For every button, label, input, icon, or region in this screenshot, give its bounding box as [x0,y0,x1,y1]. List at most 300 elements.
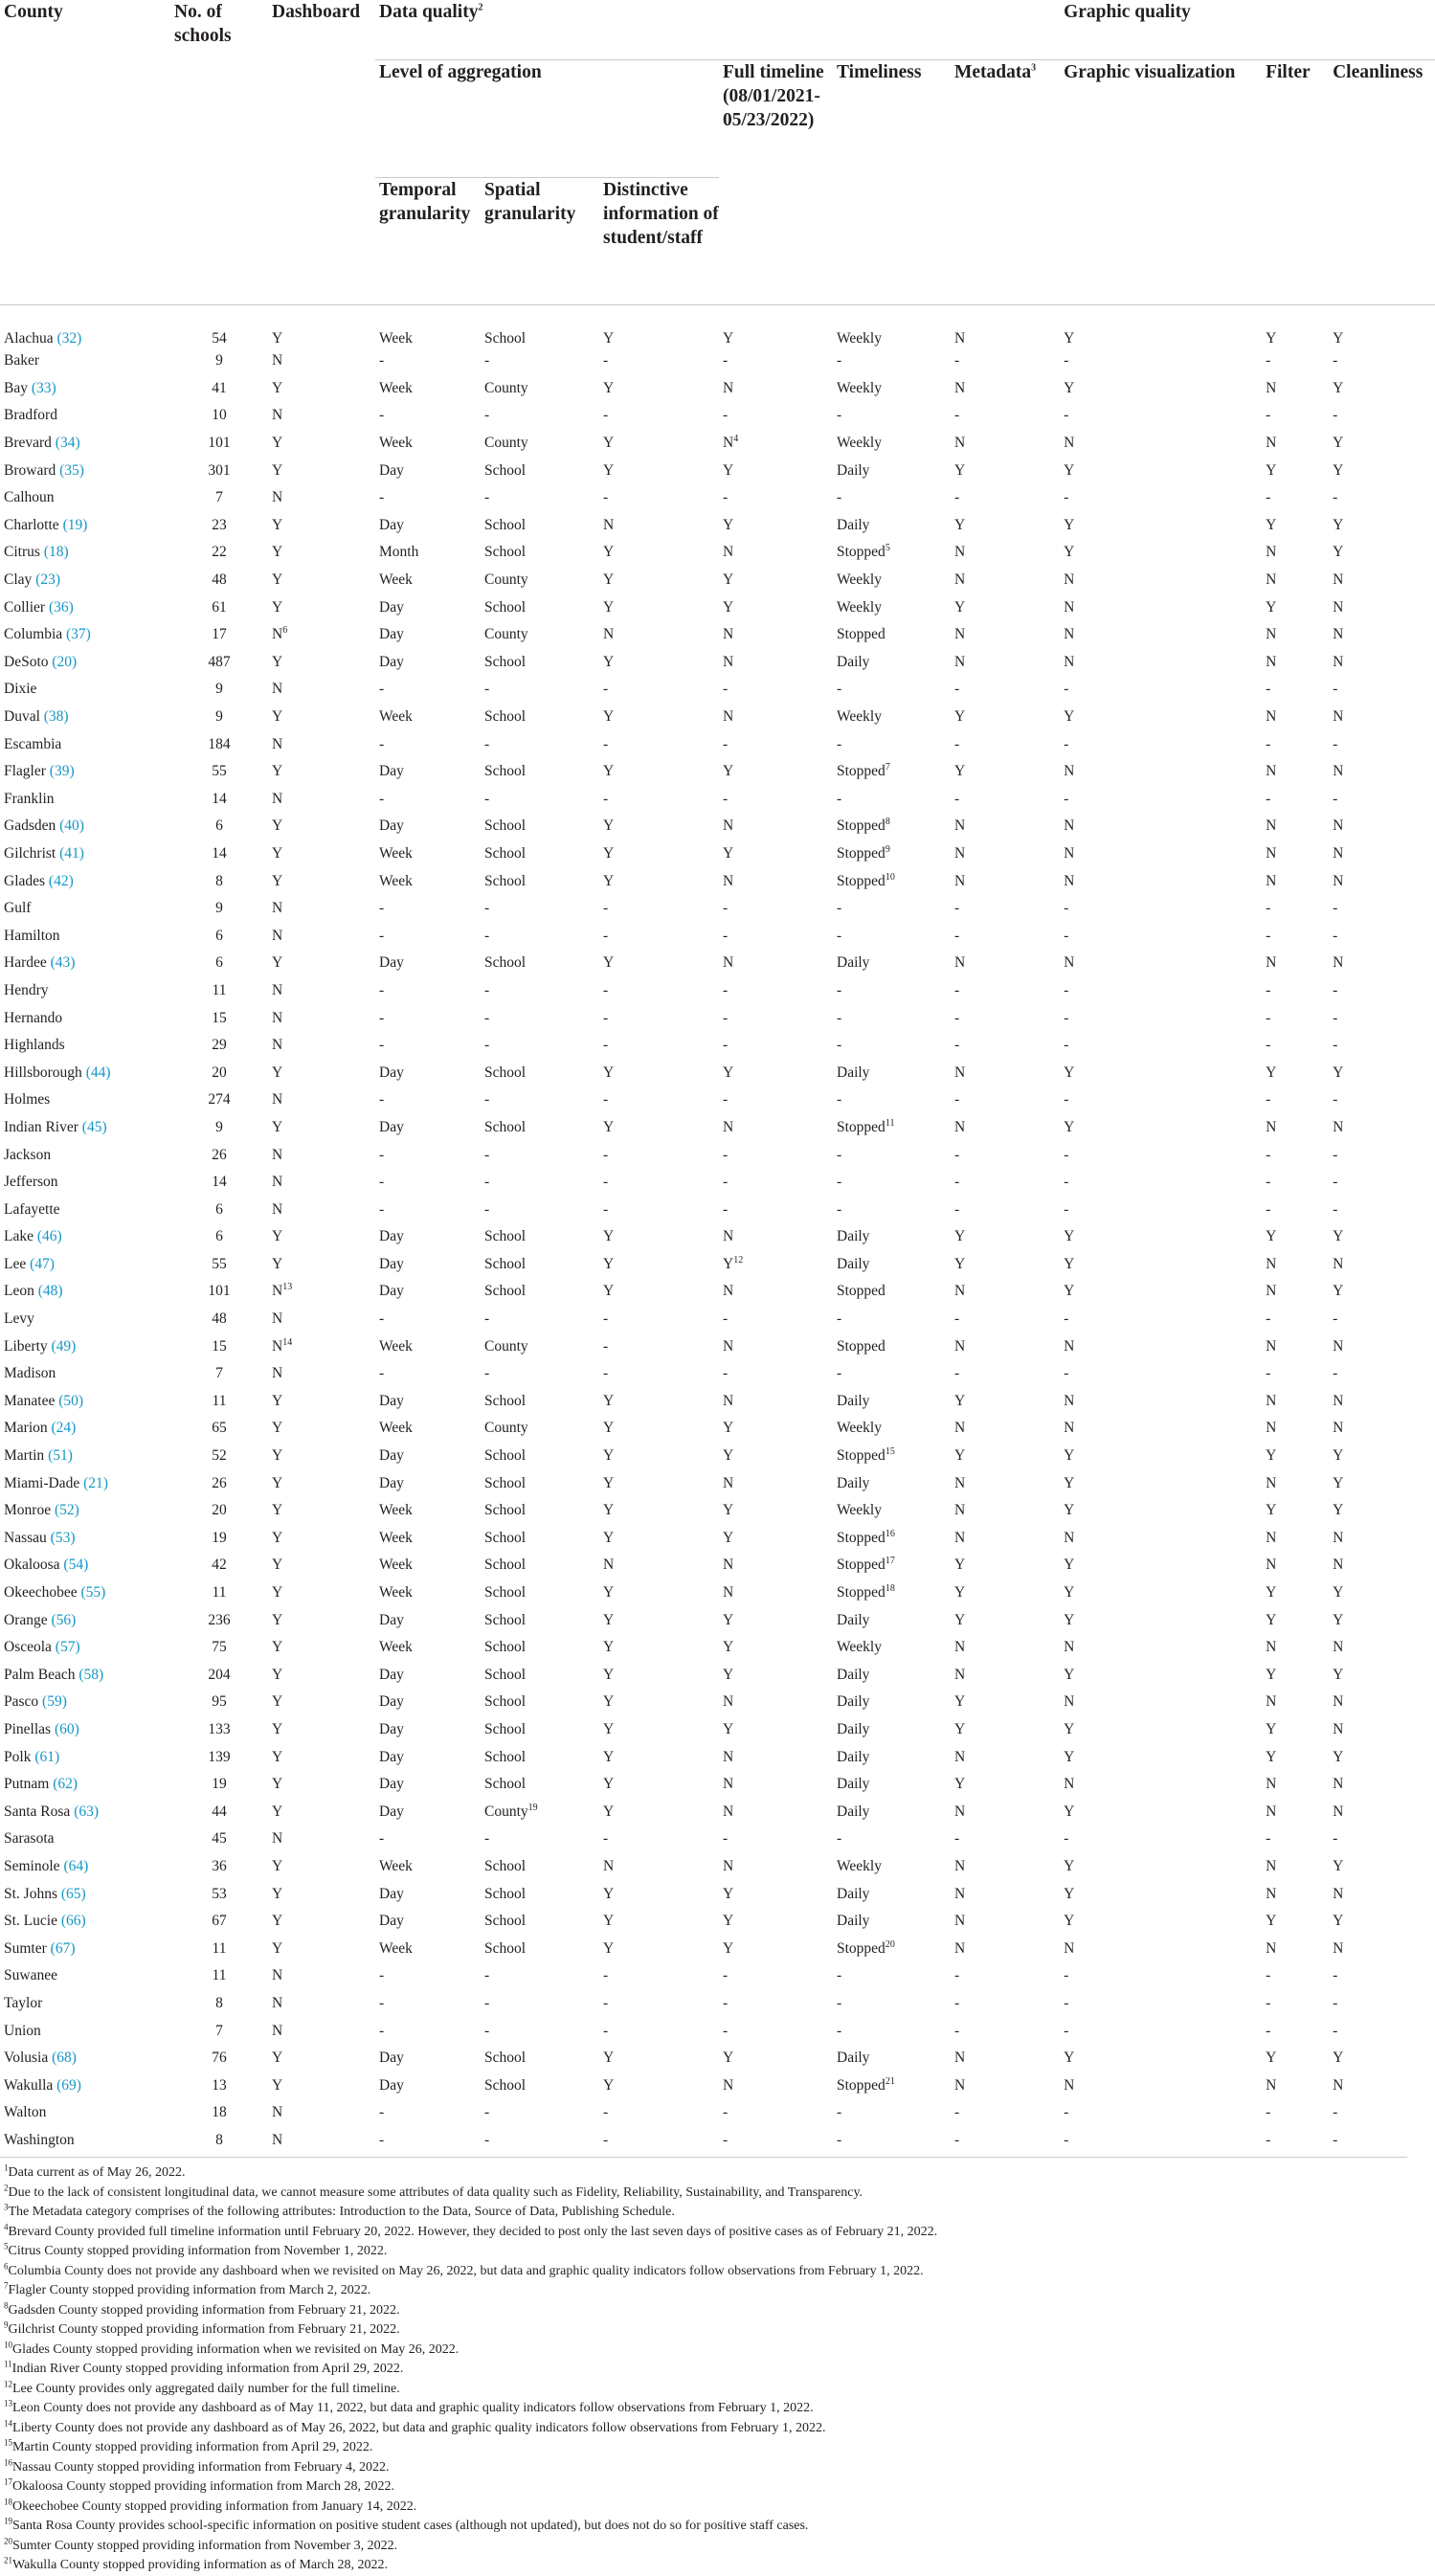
spatial-value: - [484,981,490,998]
cell-spatial-granularity [481,1990,599,2018]
cell-county [0,1990,170,2018]
table-row [0,402,1435,430]
timeliness-footnote: 18 [885,1582,895,1594]
cell-timeliness [833,758,951,786]
cell-cleanliness: - [1333,735,1338,752]
cell-temporal-granularity: Day [379,818,404,835]
cell-dashboard [268,1525,375,1553]
cell-filter: Y [1266,1447,1277,1465]
county-name: Franklin [4,790,55,807]
cell-temporal-granularity: Day [379,1720,404,1737]
cell-filter: N [1266,1255,1277,1272]
dashboard-value: Y [272,1228,283,1245]
cell-county [0,1278,170,1306]
cell-graphic-visualization: N [1064,598,1075,616]
county-name: Pinellas [4,1720,52,1737]
cell-spatial-granularity [481,1908,599,1936]
cell-temporal-granularity: Day [379,1447,404,1465]
cell-distinctive-information: - [603,1009,609,1026]
cell-temporal-granularity: - [379,2104,385,2121]
cell-filter: - [1266,352,1271,370]
cell-metadata: - [954,407,960,424]
dashboard-value: Y [272,844,283,862]
spatial-value: School [484,708,527,726]
cell-dashboard [268,950,375,977]
cell-cleanliness: N [1333,1693,1344,1711]
county-name: Alachua [4,330,54,347]
timeliness-value: - [837,2104,842,2121]
county-name: Pasco [4,1693,39,1711]
table-row [0,1935,1435,1962]
cell-spatial-granularity [481,305,599,348]
cell-schools: 26 [212,1146,227,1163]
cell-cleanliness: N [1333,1420,1344,1437]
county-name: Hamilton [4,927,60,944]
footnote-text: Okaloosa County stopped providing information from March 28, 2022. [12,2479,394,2494]
cell-dashboard [268,786,375,814]
cell-full-timeline [719,567,833,594]
cell-graphic-visualization: - [1064,1994,1069,2011]
full-timeline-value: - [723,1994,729,2011]
cell-distinctive-information: Y [603,1803,615,1820]
cell-cleanliness: Y [1333,461,1344,479]
cell-dashboard [268,1962,375,1990]
cell-spatial-granularity [481,786,599,814]
cell-temporal-granularity: - [379,352,385,370]
table-row [0,1579,1435,1607]
cell-county [0,1579,170,1607]
cell-graphic-visualization: Y [1064,1502,1075,1519]
cell-dashboard [268,1306,375,1333]
cell-distinctive-information: Y [603,598,615,616]
cell-dashboard [268,1415,375,1443]
timeliness-value: Weekly [837,379,882,396]
cell-temporal-granularity: Day [379,2050,404,2067]
footnote-text: Sumter County stopped providing information from November 3, 2022. [12,2538,398,2553]
dashboard-value: Y [272,1255,283,1272]
cell-timeliness [833,484,951,512]
cell-graphic-visualization: N [1064,954,1075,972]
dashboard-value: Y [272,1392,283,1409]
table-row [0,2099,1435,2127]
cell-full-timeline [719,1497,833,1525]
cell-filter: - [1266,1146,1271,1163]
cell-distinctive-information: Y [603,571,615,589]
cell-dashboard [268,1716,375,1744]
full-timeline-value: N [723,1392,734,1409]
county-name: Hendry [4,981,49,998]
cell-county [0,1251,170,1279]
cell-graphic-visualization: N [1064,1776,1075,1793]
cell-timeliness [833,1141,951,1169]
table-row [0,786,1435,814]
cell-graphic-visualization: Y [1064,1283,1075,1300]
cell-full-timeline [719,1880,833,1908]
cell-distinctive-information: - [603,1037,609,1054]
cell-full-timeline [719,1388,833,1416]
cell-distinctive-information: Y [603,1693,615,1711]
cell-filter: Y [1266,1748,1277,1765]
footnote-line [4,2537,1401,2557]
cell-temporal-granularity: Day [379,1228,404,1245]
cell-temporal-granularity: - [379,1310,385,1328]
cell-dashboard [268,1059,375,1086]
full-timeline-value: N [723,1337,734,1355]
cell-metadata: N [954,1639,966,1656]
full-timeline-value: - [723,735,729,752]
cell-distinctive-information: Y [603,1283,615,1300]
cell-county [0,1497,170,1525]
cell-timeliness [833,649,951,677]
cell-spatial-granularity [481,1223,599,1251]
cell-graphic-visualization: - [1064,1310,1069,1328]
cell-temporal-granularity: - [379,1830,385,1848]
timeliness-value: Daily [837,653,870,670]
spatial-value: School [484,1913,527,1930]
spatial-value: - [484,489,490,506]
cell-timeliness [833,305,951,348]
cell-full-timeline [719,1552,833,1579]
cell-filter: N [1266,1474,1277,1491]
county-reference-link: (52) [54,1502,79,1519]
cell-metadata: - [954,981,960,998]
cell-full-timeline [719,457,833,484]
cell-cleanliness: Y [1333,2050,1344,2067]
spatial-value: County [484,435,528,452]
cell-filter: N [1266,435,1277,452]
cell-county [0,567,170,594]
cell-graphic-visualization: Y [1064,2050,1075,2067]
timeliness-value: Stopped [837,872,886,889]
county-reference-link: (37) [66,626,91,643]
cell-metadata: - [954,2131,960,2148]
footnote-line [4,2184,1401,2204]
cell-distinctive-information: Y [603,1939,615,1957]
cell-schools: 20 [212,1502,227,1519]
table-row [0,512,1435,540]
cell-schools: 15 [212,1337,227,1355]
cell-temporal-granularity: Week [379,1939,413,1957]
timeliness-value: - [837,681,842,698]
cell-schools: 487 [208,653,231,670]
county-name: Nassau [4,1529,47,1546]
cell-metadata: - [954,1146,960,1163]
timeliness-footnote: 20 [885,1938,895,1950]
spatial-footnote: 19 [527,1802,538,1813]
cell-schools: 55 [212,763,227,780]
cell-schools: 13 [212,2076,227,2094]
cell-schools: 6 [215,927,223,944]
table-row [0,2017,1435,2045]
cell-filter: N [1266,1337,1277,1355]
cell-cleanliness: Y [1333,379,1344,396]
footnote-line [4,2556,1401,2576]
cell-dashboard [268,1469,375,1497]
footnote-text: Gadsden County stopped providing information from February 21, 2022. [8,2302,400,2318]
dashboard-value: N [272,681,283,698]
cell-spatial-granularity [481,1743,599,1771]
cell-full-timeline [719,1826,833,1853]
full-timeline-value: N [723,1557,734,1574]
cell-timeliness [833,1497,951,1525]
cell-distinctive-information: - [603,1830,609,1848]
cell-dashboard [268,484,375,512]
cell-temporal-granularity: Day [379,1803,404,1820]
cell-graphic-visualization: N [1064,626,1075,643]
cell-timeliness [833,922,951,950]
cell-distinctive-information: - [603,927,609,944]
timeliness-footnote: 8 [885,817,890,828]
footnote-text: Glades County stopped providing information when we revisited on May 26, 2022. [12,2341,460,2357]
cell-timeliness [833,1004,951,1032]
cell-temporal-granularity: Day [379,598,404,616]
footnote-text: Nassau County stopped providing information from February 4, 2022. [12,2459,390,2475]
timeliness-value: - [837,1009,842,1026]
cell-spatial-granularity [481,1771,599,1799]
cell-temporal-granularity: - [379,1174,385,1191]
spatial-value: - [484,790,490,807]
cell-graphic-visualization: Y [1064,1720,1075,1737]
cell-schools: 9 [215,900,223,917]
cell-full-timeline [719,1443,833,1470]
timeliness-value: - [837,1200,842,1218]
cell-cleanliness: - [1333,407,1338,424]
cell-full-timeline [719,730,833,758]
full-timeline-value: N [723,653,734,670]
cell-temporal-granularity: - [379,1967,385,1984]
cell-cleanliness: - [1333,1830,1338,1848]
cell-full-timeline [719,1634,833,1662]
cell-spatial-granularity [481,1469,599,1497]
timeliness-value: - [837,927,842,944]
cell-spatial-granularity [481,1497,599,1525]
spatial-value: School [484,763,527,780]
full-timeline-value: Y [723,1939,734,1957]
cell-temporal-granularity: Day [379,461,404,479]
cell-filter: N [1266,1693,1277,1711]
header-level-of-aggregation: Level of aggregation [375,60,719,178]
header-full-timeline: Full timeline (08/01/2021-05/23/2022) [719,60,833,305]
cell-spatial-granularity [481,1935,599,1962]
county-reference-link: (67) [50,1939,76,1957]
cell-graphic-visualization: - [1064,1009,1069,1026]
cell-full-timeline [719,922,833,950]
cell-timeliness [833,786,951,814]
cell-timeliness [833,977,951,1005]
cell-graphic-visualization: Y [1064,379,1075,396]
cell-full-timeline [719,1169,833,1197]
cell-schools: 301 [208,461,231,479]
cell-spatial-granularity [481,1443,599,1470]
cell-distinctive-information: - [603,900,609,917]
cell-graphic-visualization: Y [1064,1255,1075,1272]
cell-timeliness [833,1525,951,1553]
cell-schools: 26 [212,1474,227,1491]
table-row [0,758,1435,786]
county-name: Holmes [4,1091,51,1109]
cell-filter: - [1266,1830,1271,1848]
cell-dashboard [268,1689,375,1716]
spatial-value: School [484,2076,527,2094]
dashboard-value: Y [272,1803,283,1820]
header-county: County [0,0,170,305]
cell-spatial-granularity [481,347,599,375]
cell-county [0,950,170,977]
cell-temporal-granularity: Day [379,1885,404,1902]
spatial-value: - [484,1310,490,1328]
cell-timeliness [833,2072,951,2099]
timeliness-value: - [837,1174,842,1191]
cell-county [0,1853,170,1881]
spatial-value: School [484,818,527,835]
spatial-value: School [484,1885,527,1902]
footnote-number: 5 [4,2241,9,2251]
cell-county [0,786,170,814]
full-timeline-value: - [723,1009,729,1026]
cell-dashboard [268,1169,375,1197]
cell-dashboard [268,512,375,540]
cell-distinctive-information: Y [603,1420,615,1437]
county-name: Hardee [4,954,47,972]
county-name: Suwanee [4,1967,57,1984]
cell-temporal-granularity: - [379,681,385,698]
table-row [0,1306,1435,1333]
cell-schools: 48 [212,571,227,589]
spatial-value: School [484,1666,527,1683]
footnote-number: 6 [4,2260,9,2271]
county-name: Escambia [4,735,62,752]
cell-cleanliness: - [1333,489,1338,506]
cell-distinctive-information: Y [603,1447,615,1465]
dashboard-value: N [272,352,283,370]
cell-graphic-visualization: N [1064,1420,1075,1437]
cell-distinctive-information: - [603,489,609,506]
full-timeline-value: Y [723,763,734,780]
cell-filter: Y [1266,598,1277,616]
county-name: Indian River [4,1118,78,1135]
cell-timeliness [833,1415,951,1443]
spatial-value: School [484,544,527,561]
full-timeline-value: N [723,1283,734,1300]
dashboard-value: N [272,1146,283,1163]
cell-cleanliness: N [1333,598,1344,616]
table-row [0,813,1435,840]
cell-county [0,1469,170,1497]
cell-dashboard [268,621,375,649]
full-timeline-value: Y [723,1255,734,1272]
cell-schools: 29 [212,1037,227,1054]
cell-graphic-visualization: - [1064,900,1069,917]
spatial-value: - [484,1967,490,1984]
cell-dashboard [268,567,375,594]
cell-filter: Y [1266,330,1277,347]
full-timeline-value: N [723,1857,734,1874]
timeliness-value: - [837,1967,842,1984]
cell-spatial-granularity [481,1169,599,1197]
spatial-value: School [484,1228,527,1245]
cell-spatial-granularity [481,1826,599,1853]
full-timeline-value: - [723,681,729,698]
cell-metadata: - [954,2022,960,2039]
cell-timeliness [833,730,951,758]
county-name: Martin [4,1447,45,1465]
cell-full-timeline [719,1306,833,1333]
cell-distinctive-information: Y [603,1776,615,1793]
cell-county [0,676,170,704]
cell-graphic-visualization: - [1064,1200,1069,1218]
dashboard-value: Y [272,954,283,972]
footnote-number: 18 [4,2496,12,2506]
cell-temporal-granularity: - [379,1091,385,1109]
cell-cleanliness: N [1333,1803,1344,1820]
county-reference-link: (61) [34,1748,60,1765]
timeliness-footnote: 5 [885,543,890,554]
cell-distinctive-information: Y [603,1529,615,1546]
cell-spatial-granularity [481,704,599,731]
cell-metadata: Y [954,461,966,479]
full-timeline-value: N [723,954,734,972]
cell-distinctive-information: - [603,981,609,998]
footnote-text: Due to the lack of consistent longitudinal data, we cannot measure some attributes of data quality such as Fidelity, Reliability, Sustainability, and Transparency. [8,2184,863,2200]
cell-distinctive-information: - [603,1994,609,2011]
spatial-value: - [484,2022,490,2039]
county-reference-link: (44) [85,1064,111,1081]
cell-spatial-granularity [481,1689,599,1716]
county-reference-link: (45) [81,1118,107,1135]
cell-full-timeline [719,621,833,649]
cell-dashboard [268,840,375,868]
cell-dashboard [268,1935,375,1962]
timeliness-value: Daily [837,1693,870,1711]
full-timeline-value: - [723,1091,729,1109]
timeliness-value: Stopped [837,1939,886,1957]
cell-spatial-granularity [481,2072,599,2099]
cell-timeliness [833,1360,951,1388]
footnote-line [4,2203,1401,2223]
footnote-number: 7 [4,2280,9,2291]
spatial-value: - [484,2131,490,2148]
spatial-value: School [484,1283,527,1300]
table-row [0,457,1435,484]
cell-graphic-visualization: - [1064,407,1069,424]
cell-cleanliness: N [1333,763,1344,780]
cell-dashboard [268,1497,375,1525]
cell-distinctive-information: Y [603,1913,615,1930]
cell-distinctive-information: - [603,407,609,424]
spatial-value: - [484,352,490,370]
cell-full-timeline [719,1606,833,1634]
table-row [0,1552,1435,1579]
spatial-value: School [484,1118,527,1135]
cell-schools: 45 [212,1830,227,1848]
footnote-number: 9 [4,2319,9,2330]
cell-schools: 19 [212,1529,227,1546]
cell-county [0,2045,170,2072]
cell-county [0,621,170,649]
cell-graphic-visualization: - [1064,1174,1069,1191]
cell-full-timeline [719,1908,833,1936]
county-name: Polk [4,1748,32,1765]
cell-county [0,402,170,430]
cell-spatial-granularity [481,1388,599,1416]
cell-temporal-granularity: Day [379,516,404,533]
county-reference-link: (50) [58,1392,84,1409]
timeliness-value: Daily [837,1913,870,1930]
county-reference-link: (66) [60,1913,86,1930]
cell-distinctive-information: N [603,626,615,643]
cell-county [0,1141,170,1169]
dashboard-value: Y [272,763,283,780]
